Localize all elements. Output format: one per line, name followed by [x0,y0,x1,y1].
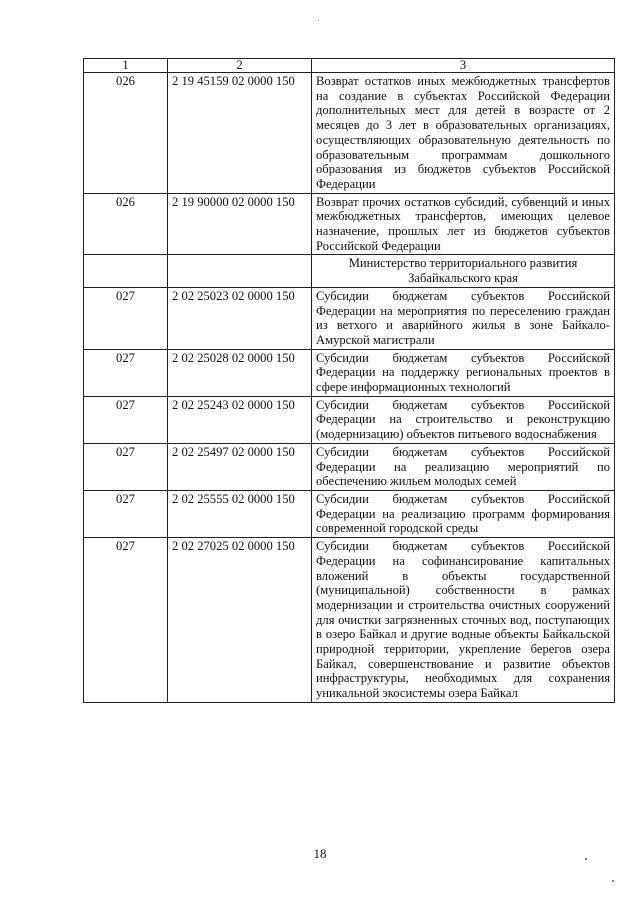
revenue-code-cell [168,255,312,287]
table-row [84,490,615,537]
description-cell: Субсидии бюджетам субъектов Российской Федерации на софинансирование капитальных вложений в объекты государственной (муниципальной) собственности в рамках модернизации и строительства очистных сооружений для очистки загрязненных сточных вод, поступающих в озеро Байкал и другие водные объекты Байкальской природной территории, укрепление берегов озера Байкал, совершенствование и развитие объектов инфраструктуры, необходимых для сохранения уникальной экосистемы озера Байкал [312,538,615,703]
table-row [84,538,615,703]
table-header-row [84,59,615,73]
revenue-code-cell: 2 02 25023 02 0000 150 [168,287,312,349]
revenue-code-cell: 2 02 27025 02 0000 150 [168,538,312,703]
section-heading-cell: Министерство территориального развития Забайкальского края [312,255,615,287]
description-cell: Субсидии бюджетам субъектов Российской Федерации на мероприятия по переселению граждан из ветхого и аварийного жилья в зоне Байкало-Амурской магистрали [312,287,615,349]
description-cell: Субсидии бюджетам субъектов Российской Федерации на реализацию мероприятий по обеспечению жильем молодых семей [312,443,615,490]
description-cell: Возврат остатков иных межбюджетных трансфертов на создание в субъектах Российской Федерации дополнительных мест для детей в возрасте от 2 месяцев до 3 лет в образовательных организациях, осуществляющих образовательную деятельность по образовательным программам дошкольного образования из бюджетов субъектов Российской Федерации [312,73,615,194]
table-row [84,349,615,396]
header-col-1: 1 [84,59,168,73]
admin-code-cell [84,255,168,287]
page-number: 18 [313,846,327,861]
revenue-code-cell: 2 02 25555 02 0000 150 [168,490,312,537]
admin-code-cell: 026 [84,73,168,194]
revenue-code-cell: 2 02 25243 02 0000 150 [168,396,312,443]
description-cell: Возврат прочих остатков субсидий, субвенций и иных межбюджетных трансфертов, имеющих целевое назначение, прошлых лет из бюджетов субъектов Российской Федерации [312,193,615,255]
revenue-code-cell: 2 02 25497 02 0000 150 [168,443,312,490]
description-cell: Субсидии бюджетам субъектов Российской Федерации на поддержку региональных проектов в сфере информационных технологий [312,349,615,396]
admin-code-cell: 027 [84,490,168,537]
table-row [84,443,615,490]
header-col-3: 3 [312,59,615,73]
admin-code-cell: 027 [84,287,168,349]
scan-speck [585,858,587,860]
revenue-code-cell: 2 19 90000 02 0000 150 [168,193,312,255]
admin-code-cell: 027 [84,349,168,396]
admin-code-cell: 027 [84,396,168,443]
admin-code-cell: 026 [84,193,168,255]
header-col-2: 2 [168,59,312,73]
table-row [84,193,615,255]
revenue-code-cell: 2 02 25028 02 0000 150 [168,349,312,396]
scan-speck [612,880,614,882]
description-cell: Субсидии бюджетам субъектов Российской Федерации на строительство и реконструкцию (модернизацию) объектов питьевого водоснабжения [312,396,615,443]
budget-classification-table [83,58,615,703]
table-row [84,396,615,443]
table-row [84,287,615,349]
admin-code-cell: 027 [84,443,168,490]
admin-code-cell: 027 [84,538,168,703]
revenue-code-cell: 2 19 45159 02 0000 150 [168,73,312,194]
table-row [84,73,615,194]
table-section-heading-row [84,255,615,287]
scan-speck [318,20,319,21]
description-cell: Субсидии бюджетам субъектов Российской Федерации на реализацию программ формирования современной городской среды [312,490,615,537]
